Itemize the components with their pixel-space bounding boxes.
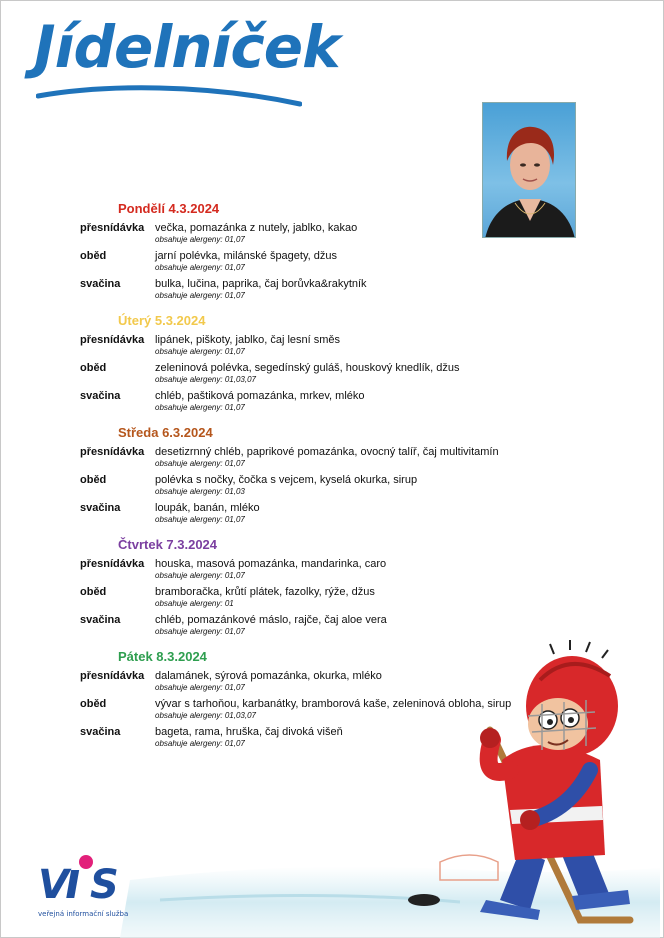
day-monday	[80, 200, 550, 306]
day-title: Pátek 8.3.2024	[118, 649, 207, 664]
meal-name: svačina	[80, 726, 121, 738]
meal-description: bulka, lučina, paprika, čaj borůvka&rakytník	[155, 278, 367, 290]
meal-snack-morning	[80, 334, 550, 362]
meal-name: svačina	[80, 278, 121, 290]
meal-allergens: obsahuje alergeny: 01,07	[155, 235, 245, 244]
meal-lunch	[80, 362, 550, 390]
meal-allergens: obsahuje alergeny: 01,07	[155, 291, 245, 300]
hockey-player-illustration	[430, 620, 660, 930]
meal-snack-afternoon	[80, 390, 550, 418]
meal-allergens: obsahuje alergeny: 01,03,07	[155, 711, 256, 720]
meal-allergens: obsahuje alergeny: 01,03	[155, 487, 245, 496]
meal-description: bramboračka, krůtí plátek, fazolky, rýže, džus	[155, 586, 375, 598]
meal-name: oběd	[80, 474, 107, 486]
svg-text:S: S	[90, 862, 119, 908]
day-title: Čtvrtek 7.3.2024	[118, 537, 218, 552]
meal-allergens: obsahuje alergeny: 01,07	[155, 571, 245, 580]
meal-allergens: obsahuje alergeny: 01,07	[155, 459, 245, 468]
day-wednesday	[80, 424, 550, 530]
meal-allergens: obsahuje alergeny: 01,07	[155, 515, 245, 524]
meal-description: chléb, paštiková pomazánka, mrkev, mléko	[155, 390, 365, 402]
meal-lunch	[80, 250, 550, 278]
meal-description: dalamánek, sýrová pomazánka, okurka, mléko	[155, 670, 382, 682]
meal-name: oběd	[80, 250, 107, 262]
meal-description: houska, masová pomazánka, mandarinka, caro	[155, 558, 387, 570]
day-title: Pondělí 4.3.2024	[118, 201, 220, 216]
meal-lunch	[80, 586, 550, 614]
meal-allergens: obsahuje alergeny: 01	[155, 599, 234, 608]
meal-allergens: obsahuje alergeny: 01,07	[155, 627, 245, 636]
meal-name: svačina	[80, 390, 121, 402]
page-title: Jídelníček	[34, 13, 340, 81]
meal-name: oběd	[80, 586, 107, 598]
meal-name: přesnídávka	[80, 558, 145, 570]
day-title: Úterý 5.3.2024	[118, 313, 206, 328]
meal-description: vývar s tarhoňou, karbanátky, bramborová kaše, zeleninová obloha, sirup	[155, 698, 512, 710]
meal-name: oběd	[80, 698, 107, 710]
logo-subtitle: veřejná informační služba	[38, 910, 129, 918]
meal-allergens: obsahuje alergeny: 01,03,07	[155, 375, 256, 384]
meal-name: oběd	[80, 362, 107, 374]
svg-text:V: V	[38, 862, 69, 908]
meal-name: přesnídávka	[80, 670, 145, 682]
meal-snack-afternoon	[80, 502, 550, 530]
meal-name: přesnídávka	[80, 334, 145, 346]
meal-snack-afternoon	[80, 278, 550, 306]
meal-allergens: obsahuje alergeny: 01,07	[155, 683, 245, 692]
title-underline-swoosh	[36, 82, 302, 108]
meal-name: přesnídávka	[80, 446, 145, 458]
vis-logo	[38, 854, 134, 910]
meal-snack-morning	[80, 222, 550, 250]
meal-name: přesnídávka	[80, 222, 145, 234]
meal-description: jarní polévka, milánské špagety, džus	[155, 250, 337, 262]
meal-lunch	[80, 474, 550, 502]
meal-allergens: obsahuje alergeny: 01,07	[155, 403, 245, 412]
meal-allergens: obsahuje alergeny: 01,07	[155, 739, 245, 748]
meal-description: lipánek, piškoty, jablko, čaj lesní směs	[155, 334, 341, 346]
meal-allergens: obsahuje alergeny: 01,07	[155, 347, 245, 356]
meal-name: svačina	[80, 502, 121, 514]
meal-description: večka, pomazánka z nutely, jablko, kakao	[155, 222, 358, 234]
meal-description: bageta, rama, hruška, čaj divoká višeň	[155, 726, 343, 738]
meal-description: chléb, pomazánkové máslo, rajče, čaj aloe vera	[155, 614, 387, 626]
meal-description: desetizrnný chléb, paprikové pomazánka, ovocný talíř, čaj multivitamín	[155, 446, 499, 458]
day-title: Středa 6.3.2024	[118, 425, 213, 440]
day-tuesday	[80, 312, 550, 418]
meal-description: zeleninová polévka, segedínský guláš, houskový knedlík, džus	[155, 362, 460, 374]
meal-description: polévka s nočky, čočka s vejcem, kyselá okurka, sirup	[155, 474, 418, 486]
meal-allergens: obsahuje alergeny: 01,07	[155, 263, 245, 272]
meal-name: svačina	[80, 614, 121, 626]
meal-snack-morning	[80, 446, 550, 474]
meal-snack-morning	[80, 558, 550, 586]
meal-description: loupák, banán, mléko	[155, 502, 260, 514]
